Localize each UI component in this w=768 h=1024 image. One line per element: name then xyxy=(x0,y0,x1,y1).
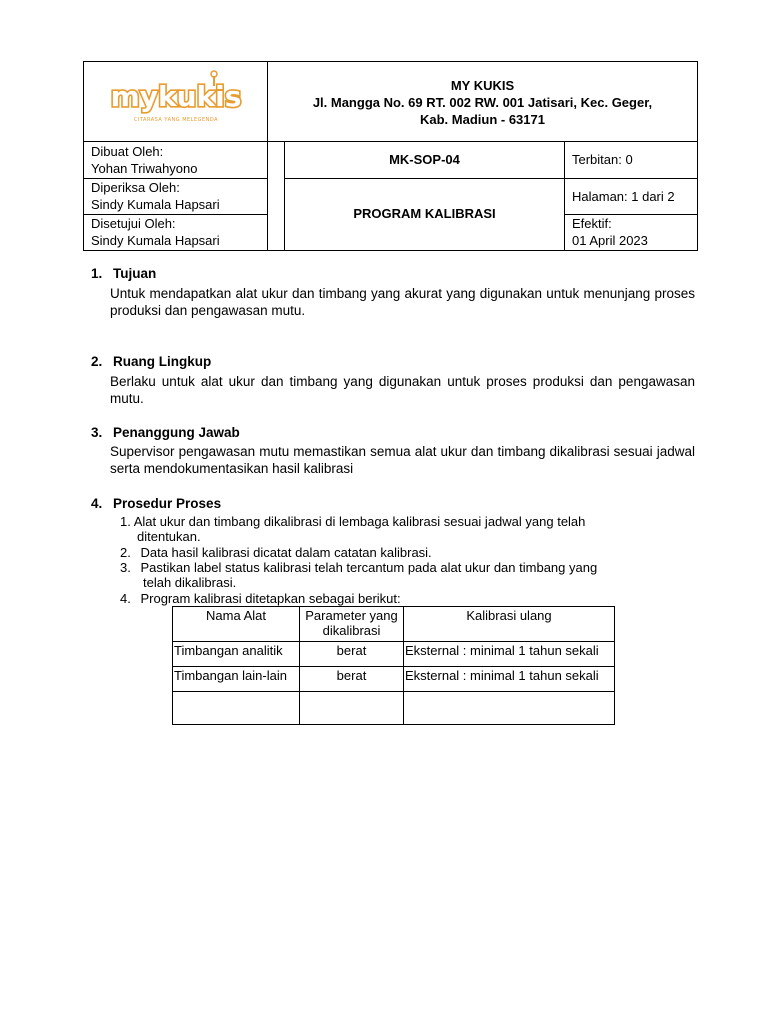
table-row xyxy=(173,667,615,692)
section-title: Tujuan xyxy=(113,266,157,281)
section-2-heading xyxy=(91,354,211,369)
section-4-heading xyxy=(91,496,221,511)
table-cell xyxy=(404,692,615,725)
table-header-cell: Kalibrasi ulang xyxy=(404,607,615,642)
made-by-name: Yohan Triwahyono xyxy=(91,161,198,176)
table-cell: Eksternal : minimal 1 tahun sekali xyxy=(404,667,615,692)
table-header-row xyxy=(173,607,615,642)
table-cell xyxy=(300,692,404,725)
made-by-cell xyxy=(84,142,268,179)
company-address-line2: Kab. Madiun - 63171 xyxy=(420,112,545,127)
table-cell xyxy=(173,692,300,725)
table-cell: Timbangan lain-lain xyxy=(173,667,300,692)
section-1-heading xyxy=(91,266,156,281)
approved-by-name: Sindy Kumala Hapsari xyxy=(91,233,220,248)
table-row xyxy=(173,642,615,667)
logo-cell xyxy=(84,62,268,142)
company-address-line1: Jl. Mangga No. 69 RT. 002 RW. 001 Jatisari, Kec. Geger, xyxy=(312,95,653,110)
doc-code-cell xyxy=(285,142,565,179)
company-info-cell xyxy=(268,62,697,142)
procedure-step: 3. Pastikan label status kalibrasi telah tercantum pada alat ukur dan timbang yang telah dikalibrasi. xyxy=(120,560,598,590)
doc-code: MK-SOP-04 xyxy=(389,152,460,167)
edition: Terbitan: 0 xyxy=(572,152,633,167)
edition-cell xyxy=(565,142,697,179)
table-header-cell: Nama Alat xyxy=(173,607,300,642)
section-title: Penanggung Jawab xyxy=(113,425,240,440)
doc-title: PROGRAM KALIBRASI xyxy=(353,206,496,221)
page-cell xyxy=(565,179,697,215)
procedure-step: 4. Program kalibrasi ditetapkan sebagai berikut: xyxy=(120,591,401,606)
table-cell: Eksternal : minimal 1 tahun sekali xyxy=(404,642,615,667)
made-by-label: Dibuat Oleh: xyxy=(91,144,164,159)
effective-date: 01 April 2023 xyxy=(572,233,648,248)
table-cell: berat xyxy=(300,642,404,667)
effective-cell xyxy=(565,215,697,250)
checked-by-label: Diperiksa Oleh: xyxy=(91,180,180,195)
table-cell: berat xyxy=(300,667,404,692)
page-number: Halaman: 1 dari 2 xyxy=(572,189,675,204)
mykukis-logo xyxy=(84,62,268,142)
checked-by-name: Sindy Kumala Hapsari xyxy=(91,197,220,212)
logo-tagline: CITARASA YANG MELEGENDA xyxy=(133,117,219,123)
section-number: 4. xyxy=(91,496,103,511)
section-1-body: Untuk mendapatkan alat ukur dan timbang yang akurat yang digunakan untuk menunjang proses produksi dan pengawasan mutu. xyxy=(110,286,695,318)
checked-by-cell xyxy=(84,179,268,215)
logo-wordmark: mykukis xyxy=(110,80,242,113)
section-number: 1. xyxy=(91,266,103,281)
table-header-cell: Parameter yang dikalibrasi xyxy=(300,607,404,642)
company-name: MY KUKIS xyxy=(450,78,515,93)
approved-by-cell xyxy=(84,215,268,250)
effective-label: Efektif: xyxy=(572,216,612,231)
procedure-step: 1. Alat ukur dan timbang dikalibrasi di lembaga kalibrasi sesuai jadwal yang telah ditentukan. xyxy=(120,514,586,544)
section-3-body: Supervisor pengawasan mutu memastikan semua alat ukur dan timbang dikalibrasi sesuai jadwal serta mendokumentasikan hasil kalibrasi xyxy=(110,444,695,476)
section-title: Prosedur Proses xyxy=(113,496,222,511)
section-title: Ruang Lingkup xyxy=(113,354,212,369)
doc-title-cell xyxy=(285,179,565,250)
table-row xyxy=(173,692,615,725)
section-3-heading xyxy=(91,425,240,440)
approved-by-label: Disetujui Oleh: xyxy=(91,216,176,231)
procedure-step: 2. Data hasil kalibrasi dicatat dalam catatan kalibrasi. xyxy=(120,545,432,560)
section-2-body: Berlaku untuk alat ukur dan timbang yang digunakan untuk proses produksi dan pengawasan mutu. xyxy=(110,374,695,406)
header-spacer-column xyxy=(268,142,285,250)
table-cell: Timbangan analitik xyxy=(173,642,300,667)
calibration-table xyxy=(172,606,615,725)
section-number: 2. xyxy=(91,354,103,369)
section-number: 3. xyxy=(91,425,103,440)
